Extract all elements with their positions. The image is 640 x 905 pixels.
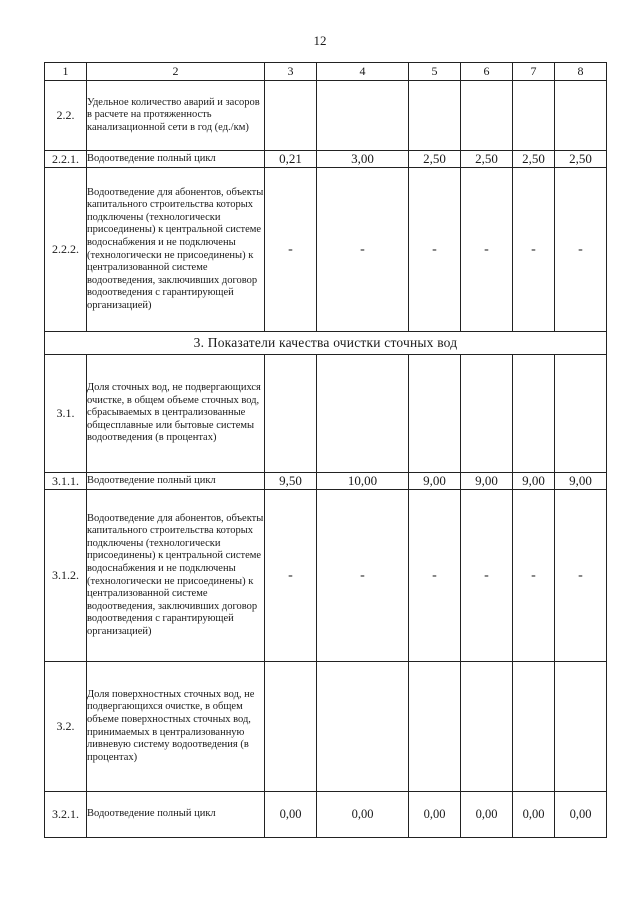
row-description: Водоотведение для абонентов, объекты капитального строительства которых подключены (технологически присоединены) к центральной системе водоснабжения и не подключены (технологически не присоединены) к централизованной системе водоотведения, заключивших договор водоотведения с гарантирующей организацией) [87, 490, 265, 662]
value-cell [317, 355, 409, 473]
header-cell: 5 [409, 63, 461, 81]
value-cell: - [265, 168, 317, 332]
header-row [45, 63, 607, 81]
value-cell [555, 662, 607, 792]
row-number: 2.2.1. [45, 151, 87, 168]
table-row [45, 473, 607, 490]
value-cell [461, 355, 513, 473]
row-number: 3.2.1. [45, 792, 87, 838]
table-row [45, 81, 607, 151]
row-description: Водоотведение полный цикл [87, 473, 265, 490]
value-cell [555, 81, 607, 151]
page-number: 12 [313, 33, 327, 48]
value-cell [513, 355, 555, 473]
value-cell: 0,00 [317, 792, 409, 838]
table-row [45, 662, 607, 792]
value-cell: - [555, 168, 607, 332]
value-cell [513, 662, 555, 792]
value-cell [513, 81, 555, 151]
value-cell [265, 81, 317, 151]
row-description: Доля поверхностных сточных вод, не подвергающихся очистке, в общем объеме поверхностных сточных вод, принимаемых в централизованную ливневую систему водоотведения (в процентах) [87, 662, 265, 792]
value-cell [409, 662, 461, 792]
table-row [45, 490, 607, 662]
header-cell: 6 [461, 63, 513, 81]
table-row [45, 168, 607, 332]
header-cell: 3 [265, 63, 317, 81]
value-cell [461, 81, 513, 151]
header-cell: 2 [87, 63, 265, 81]
value-cell: - [265, 490, 317, 662]
value-cell: 2,50 [555, 151, 607, 168]
row-description: Удельное количество аварий и засоров в расчете на протяженность канализационной сети в год (ед./км) [87, 81, 265, 151]
table-row [45, 151, 607, 168]
indicators-table [44, 62, 607, 838]
section-row [45, 332, 607, 355]
value-cell [317, 81, 409, 151]
row-number: 3.2. [45, 662, 87, 792]
value-cell: 3,00 [317, 151, 409, 168]
value-cell: 0,00 [409, 792, 461, 838]
header-cell: 8 [555, 63, 607, 81]
value-cell: 0,00 [461, 792, 513, 838]
value-cell: 0,00 [513, 792, 555, 838]
value-cell [409, 81, 461, 151]
value-cell: 9,00 [461, 473, 513, 490]
value-cell: 10,00 [317, 473, 409, 490]
value-cell: 2,50 [513, 151, 555, 168]
value-cell: 0,00 [555, 792, 607, 838]
row-description: Водоотведение для абонентов, объекты капитального строительства которых подключены (технологически присоединены) к центральной системе водоснабжения и не подключены (технологически не присоединены) к централизованной системе водоотведения, заключивших договор водоотведения с гарантирующей организацией) [87, 168, 265, 332]
value-cell [409, 355, 461, 473]
row-description: Доля сточных вод, не подвергающихся очистке, в общем объеме сточных вод, сбрасываемых в централизованные общесплавные или бытовые системы водоотведения (в процентах) [87, 355, 265, 473]
row-number: 3.1.2. [45, 490, 87, 662]
header-cell: 4 [317, 63, 409, 81]
row-number: 2.2.2. [45, 168, 87, 332]
value-cell: 9,00 [513, 473, 555, 490]
value-cell: - [317, 168, 409, 332]
value-cell: - [317, 490, 409, 662]
value-cell: - [409, 490, 461, 662]
row-number: 3.1. [45, 355, 87, 473]
value-cell: - [409, 168, 461, 332]
value-cell: - [461, 168, 513, 332]
value-cell: - [513, 168, 555, 332]
value-cell: - [555, 490, 607, 662]
table-row [45, 355, 607, 473]
value-cell: 2,50 [461, 151, 513, 168]
value-cell [265, 355, 317, 473]
value-cell: 0,00 [265, 792, 317, 838]
value-cell [265, 662, 317, 792]
value-cell [555, 355, 607, 473]
table-row [45, 792, 607, 838]
value-cell [317, 662, 409, 792]
value-cell: 9,00 [409, 473, 461, 490]
row-number: 2.2. [45, 81, 87, 151]
value-cell [461, 662, 513, 792]
value-cell: - [513, 490, 555, 662]
value-cell: - [461, 490, 513, 662]
row-description: Водоотведение полный цикл [87, 792, 265, 838]
row-description: Водоотведение полный цикл [87, 151, 265, 168]
value-cell: 9,00 [555, 473, 607, 490]
row-number: 3.1.1. [45, 473, 87, 490]
value-cell: 9,50 [265, 473, 317, 490]
section-heading: 3. Показатели качества очистки сточных вод [45, 332, 607, 355]
header-cell: 1 [45, 63, 87, 81]
value-cell: 0,21 [265, 151, 317, 168]
value-cell: 2,50 [409, 151, 461, 168]
header-cell: 7 [513, 63, 555, 81]
